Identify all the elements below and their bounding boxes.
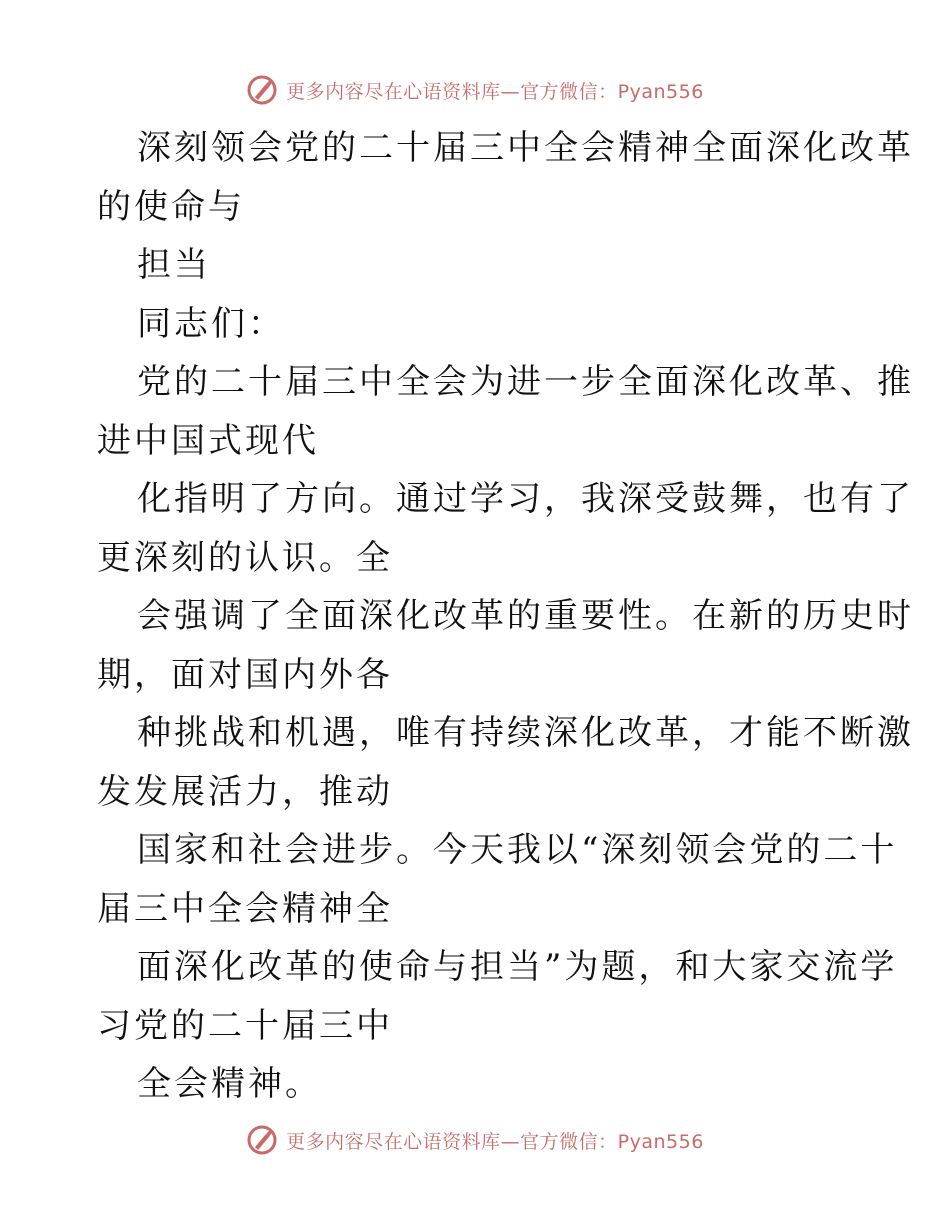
text-line: 期，面对国内外各 — [97, 654, 393, 695]
text-line: 担当 — [137, 245, 211, 285]
text-line: 面深化改革的使命与担当”为题，和大家交流学 — [137, 947, 898, 987]
text-line: 化指明了方向。通过学习，我深受鼓舞，也有了 — [137, 479, 914, 519]
text-line: 深刻领会党的二十届三中全会精神全面深化改革 — [137, 128, 914, 168]
text-line: 全会精神。 — [137, 1064, 322, 1104]
text-line: 届三中全会精神全 — [97, 888, 393, 929]
text-line: 种挑战和机遇，唯有持续深化改革，才能不断激 — [137, 713, 914, 753]
text-line: 国家和社会进步。今天我以“深刻领会党的二十 — [137, 830, 898, 870]
footer-watermark-text: 更多内容尽在心语资料库—官方微信：Pyan556 — [286, 1130, 704, 1153]
document-body — [97, 119, 914, 1114]
text-line: 发发展活力，推动 — [97, 771, 393, 812]
header-watermark-banner — [0, 70, 950, 110]
text-line: 的使命与 — [97, 186, 245, 227]
footer-watermark-banner — [0, 1120, 950, 1160]
text-line: 进中国式现代 — [97, 420, 319, 461]
pen-logo-icon — [246, 74, 278, 106]
text-line: 更深刻的认识。全 — [97, 537, 393, 578]
header-watermark-text: 更多内容尽在心语资料库—官方微信：Pyan556 — [286, 80, 704, 103]
text-line: 党的二十届三中全会为进一步全面深化改革、推 — [137, 362, 914, 402]
text-line: 同志们： — [137, 303, 285, 344]
text-line: 会强调了全面深化改革的重要性。在新的历史时 — [137, 596, 914, 636]
text-line: 习党的二十届三中 — [97, 1005, 393, 1046]
pen-logo-icon — [246, 1124, 278, 1156]
